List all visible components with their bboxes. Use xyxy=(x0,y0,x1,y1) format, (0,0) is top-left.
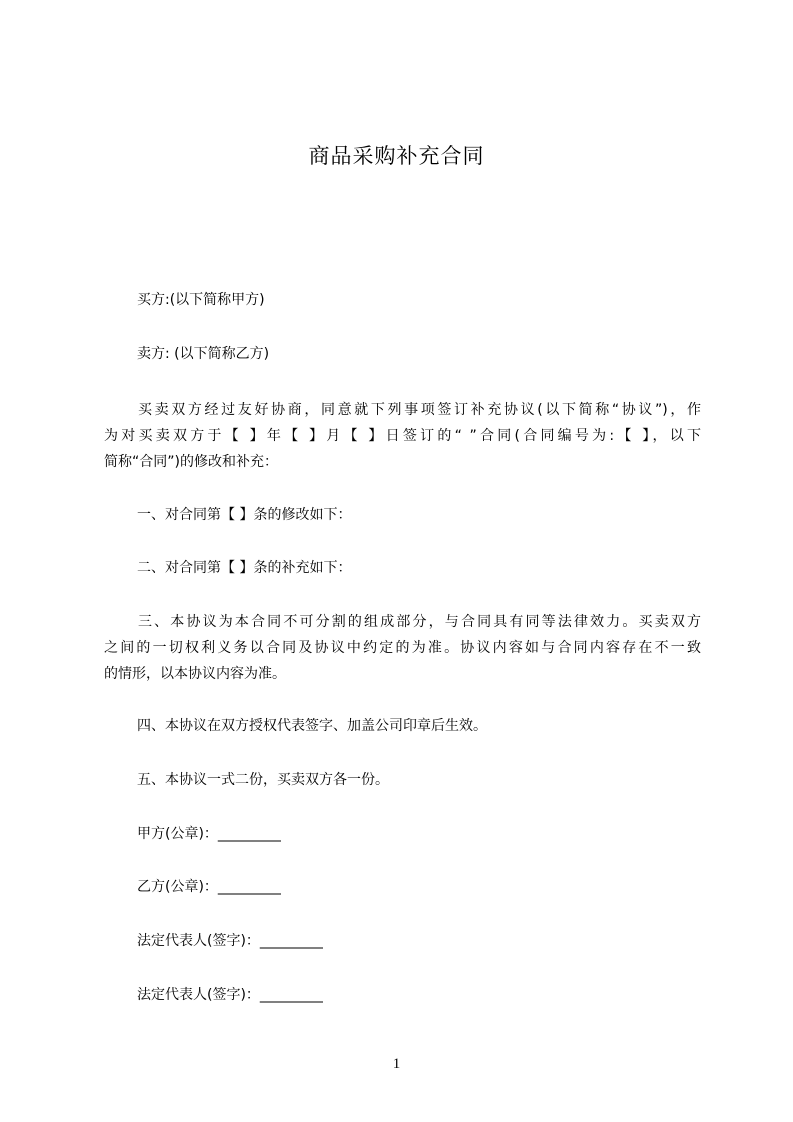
clause-1: 一、对合同第【 】条的修改如下： xyxy=(137,507,352,523)
clause-4: 四、本协议在双方授权代表签字、加盖公司印章后生效。 xyxy=(137,718,487,734)
clause-2: 二、对合同第【 】条的补充如下： xyxy=(137,560,352,576)
intro-line-2: 为对买卖双方于【 】年【 】月【 】日签订的“ ”合同(合同编号为:【 】，以下 xyxy=(104,428,701,444)
page-number: 1 xyxy=(392,1056,401,1072)
clause-5: 五、本协议一式二份，买卖双方各一份。 xyxy=(137,772,389,788)
clause-3-line-2: 之间的一切权利义务以合同及协议中约定的为准。协议内容如与合同内容存在不一致 xyxy=(104,640,701,656)
signature-party-a: 甲方(公章)：_________ xyxy=(137,826,281,842)
seller-line: 卖方: (以下简称乙方) xyxy=(137,346,270,362)
document-title: 商品采购补充合同 xyxy=(308,144,485,168)
clause-3-paragraph xyxy=(104,609,701,687)
signature-legal-rep-1: 法定代表人(签字)：_________ xyxy=(137,933,323,949)
intro-paragraph xyxy=(104,397,701,475)
intro-line-3: 简称“合同”)的修改和补充： xyxy=(104,454,278,470)
signature-legal-rep-2: 法定代表人(签字)：_________ xyxy=(137,987,323,1003)
intro-line-1: 买卖双方经过友好协商，同意就下列事项签订补充协议(以下简称“协议”)，作 xyxy=(138,402,701,418)
clause-3-line-3: 的情形，以本协议内容为准。 xyxy=(104,666,286,682)
signature-party-b: 乙方(公章)：_________ xyxy=(137,879,281,895)
buyer-line: 买方:(以下简称甲方) xyxy=(137,292,265,308)
clause-3-line-1: 三、本协议为本合同不可分割的组成部分，与合同具有同等法律效力。买卖双方 xyxy=(138,614,701,630)
